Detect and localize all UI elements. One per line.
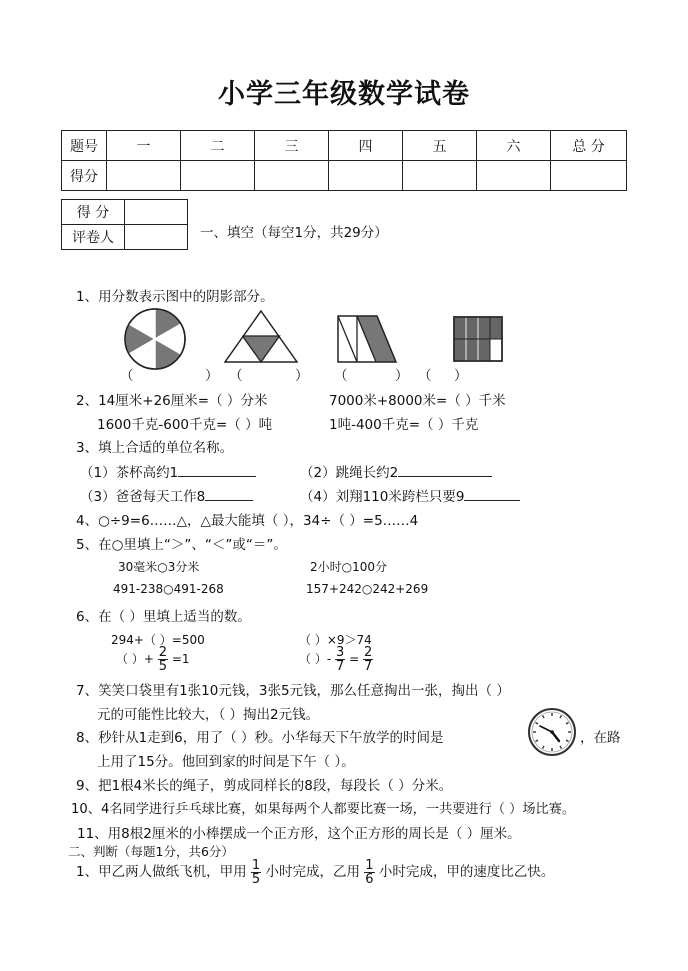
grader-name-cell[interactable] — [125, 225, 188, 250]
score-entry-cell[interactable] — [329, 161, 403, 191]
fraction — [251, 859, 261, 886]
fraction — [364, 859, 374, 886]
question-6c — [116, 646, 190, 673]
question-3d — [300, 485, 520, 505]
question-3b — [300, 461, 492, 481]
score-entry-cell[interactable] — [255, 161, 329, 191]
parallelogram-figure — [336, 314, 398, 364]
answer-blank[interactable] — [205, 487, 253, 501]
question-3: 3、填上合适的单位名称。 — [76, 440, 234, 456]
answer-blank[interactable] — [464, 487, 520, 501]
question-11: 11、用8根2厘米的小棒摆成一个正方形，这个正方形的周长是（ ）厘米。 — [77, 826, 521, 842]
grader-table — [61, 199, 188, 250]
question-6: 6、在（ ）里填上适当的数。 — [76, 609, 251, 625]
grader-score-label: 得 分 — [62, 200, 125, 225]
score-entry-cell[interactable] — [403, 161, 477, 191]
section2-q1-part-b: 小时完成，乙用 — [265, 864, 360, 880]
question-5d: 157+242○242+269 — [306, 582, 429, 596]
fraction-denominator: 7 — [363, 659, 373, 674]
question-5b: 2小时○100分 — [310, 560, 388, 574]
fraction-numerator: 1 — [251, 857, 261, 873]
page-title: 小学三年级数学试卷 — [218, 79, 470, 110]
section2-q1-part-c: 小时完成，甲的速度比乙快。 — [378, 864, 555, 880]
question-8b: 上用了15分。他回到家的时间是下午（ ）。 — [97, 754, 355, 770]
fraction — [363, 646, 373, 673]
question-6d — [299, 646, 373, 673]
fraction-denominator: 6 — [365, 871, 374, 887]
section2-q1-part-a: 1、甲乙两人做纸飞机，甲用 — [76, 864, 247, 880]
question-5c: 491-238○491-268 — [113, 582, 224, 596]
question-3a — [80, 461, 256, 481]
question-3a-text: （1）茶杯高约1 — [80, 465, 179, 481]
answer-blank[interactable] — [178, 463, 256, 477]
score-header-cell: 四 — [329, 131, 403, 161]
score-header-cell: 题号 — [62, 131, 107, 161]
score-entry-cell[interactable] — [477, 161, 551, 191]
question-1: 1、用分数表示图中的阴影部分。 — [76, 289, 274, 305]
score-entry-cell[interactable] — [107, 161, 181, 191]
question-4: 4、○÷9=6……△，△最大能填（ ），34÷（ ）=5……4 — [76, 513, 419, 529]
question-2a: 2、14厘米+26厘米=（ ）分米 — [76, 393, 268, 409]
question-6b: （ ）×9＞74 — [299, 633, 372, 647]
question-8a-tail: ，在路 — [580, 730, 621, 746]
question-2c: 1600千克-600千克=（ ）吨 — [97, 417, 273, 433]
question-6c-right: =1 — [171, 652, 190, 666]
answer-paren-close: ） — [295, 368, 309, 384]
question-5a: 30毫米○3分米 — [118, 560, 200, 574]
score-row-label: 得分 — [62, 161, 107, 191]
answer-paren-close: ） — [395, 368, 409, 384]
question-2d: 1吨-400千克=（ ）千克 — [329, 417, 479, 433]
question-3b-text: （2）跳绳长约2 — [300, 465, 399, 481]
grader-score-cell[interactable] — [125, 200, 188, 225]
answer-paren-open: （ — [334, 368, 348, 384]
score-header-cell: 六 — [477, 131, 551, 161]
question-8a: 8、秒针从1走到6，用了（ ）秒。小华每天下午放学的时间是 — [76, 730, 444, 746]
question-5: 5、在○里填上“＞”、“＜”或“＝”。 — [76, 537, 287, 553]
triangle-figure — [224, 310, 298, 364]
answer-blank[interactable] — [398, 463, 492, 477]
fraction — [158, 646, 168, 673]
score-entry-cell[interactable] — [181, 161, 255, 191]
grader-label: 评卷人 — [62, 225, 125, 250]
fraction-numerator: 1 — [365, 857, 374, 873]
question-3c — [80, 485, 253, 505]
score-entry-cell[interactable] — [551, 161, 627, 191]
question-2b: 7000米+8000米=（ ）千米 — [329, 393, 506, 409]
answer-paren-open: （ — [120, 368, 134, 384]
question-6a: 294+（ ）=500 — [111, 633, 205, 647]
grid-figure — [453, 316, 503, 362]
score-table-header-row — [62, 131, 627, 161]
score-header-cell: 五 — [403, 131, 477, 161]
fraction-numerator: 3 — [335, 645, 345, 660]
question-3d-text: （4）刘翔110米跨栏只要9 — [300, 489, 465, 505]
score-header-cell: 三 — [255, 131, 329, 161]
fraction-denominator: 5 — [251, 871, 261, 887]
question-10: 10、4名同学进行乒乓球比赛，如果每两个人都要比赛一场，一共要进行（ ）场比赛。 — [71, 802, 576, 817]
section1-heading: 一、填空（每空1分，共29分） — [200, 225, 388, 241]
question-7a: 7、笑笑口袋里有1张10元钱，3张5元钱，那么任意掏出一张，掏出（ ） — [76, 683, 510, 699]
fraction-numerator: 2 — [158, 645, 167, 660]
score-table — [61, 130, 627, 191]
clock-icon — [527, 707, 577, 757]
fraction-denominator: 5 — [158, 659, 167, 674]
section2-heading: 二、判断（每题1分，共6分） — [68, 844, 234, 859]
circle-figure — [120, 308, 190, 370]
question-6d-left: （ ）- — [299, 652, 332, 666]
question-9: 9、把1根4米长的绳子，剪成同样长的8段，每段长（ ）分米。 — [76, 778, 453, 794]
question-6c-left: （ ）+ — [116, 652, 154, 666]
section2-question-1 — [76, 855, 554, 889]
score-header-cell: 总 分 — [551, 131, 627, 161]
equals-sign: = — [349, 652, 360, 666]
question-3c-text: （3）爸爸每天工作8 — [80, 489, 206, 505]
score-header-cell: 一 — [107, 131, 181, 161]
answer-paren-open: （ — [229, 368, 243, 384]
answer-paren-close: ） — [454, 368, 468, 384]
answer-paren-open: （ — [418, 368, 432, 384]
score-table-score-row — [62, 161, 627, 191]
question-7b: 元的可能性比较大，（ ）掏出2元钱。 — [97, 707, 320, 723]
answer-paren-close: ） — [205, 368, 219, 384]
fraction-denominator: 7 — [335, 659, 345, 674]
fraction-numerator: 2 — [363, 645, 373, 660]
score-header-cell: 二 — [181, 131, 255, 161]
fraction — [335, 646, 345, 673]
